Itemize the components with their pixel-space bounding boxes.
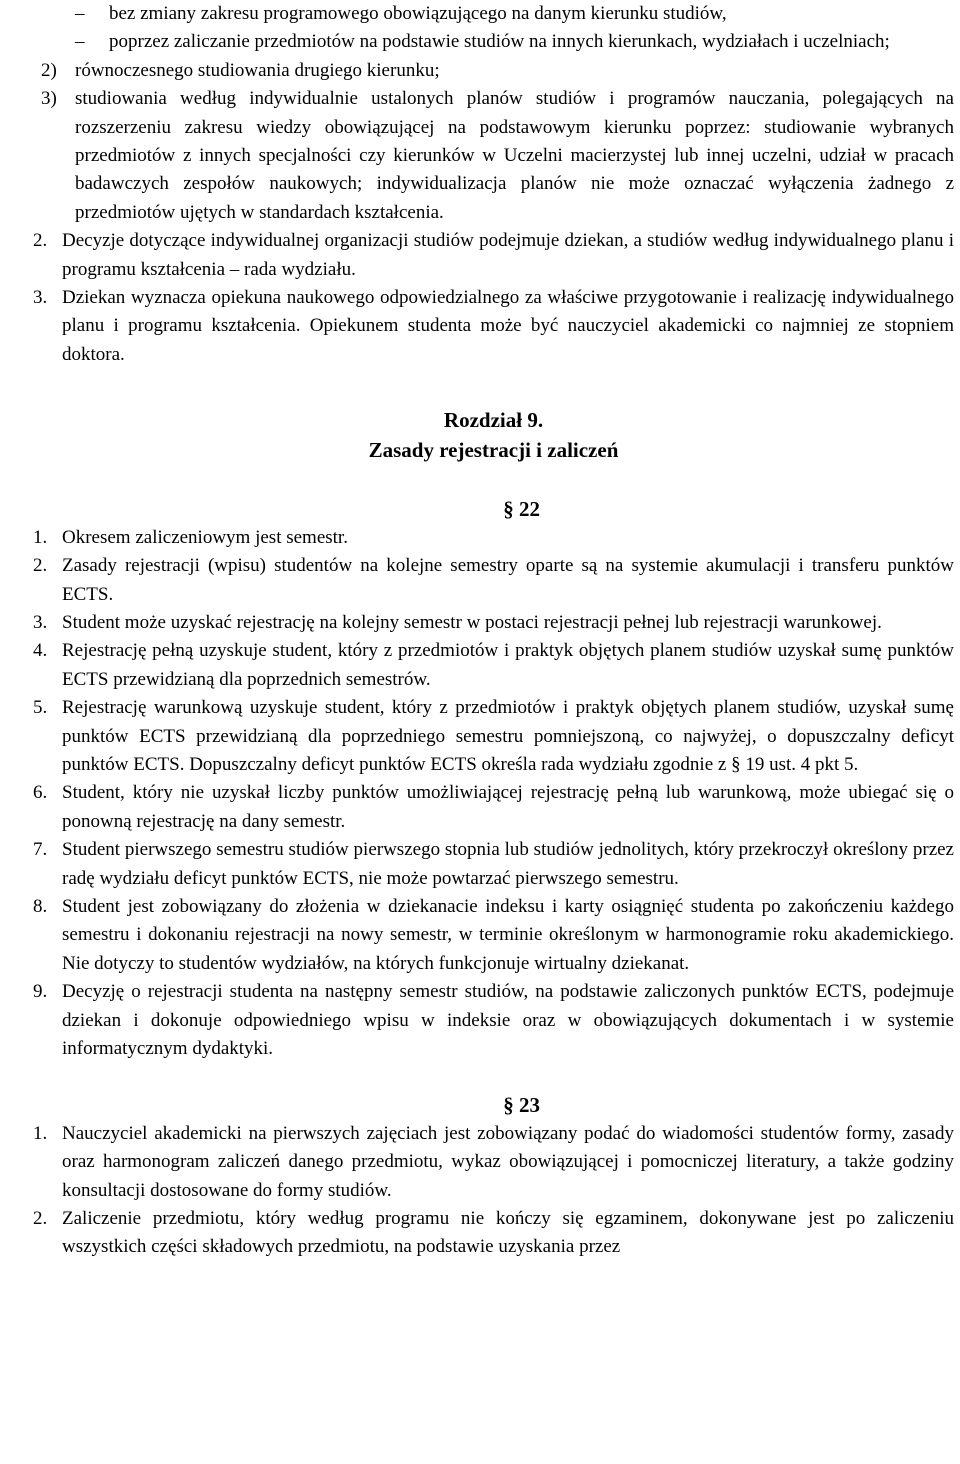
section-item-list [33, 227, 954, 369]
dash-item [33, 0, 954, 28]
item-text: Zasady rejestracji (wpisu) studentów na kolejne semestry oparte są na systemie akumulacji i transferu punktów ECTS. [62, 555, 954, 605]
list-item [33, 552, 954, 609]
dash-mark: – [75, 31, 85, 53]
sub-item-number: 3) [41, 88, 57, 110]
item-number: 8. [33, 895, 48, 917]
item-number: 2. [33, 555, 48, 577]
list-item [33, 779, 954, 836]
sub-item [33, 85, 954, 227]
item-number: 2. [33, 230, 48, 252]
item-number: 2. [33, 1208, 48, 1230]
item-number: 6. [33, 782, 48, 804]
section-item [33, 284, 954, 369]
sub-item-text: równoczesnego studiowania drugiego kierunku; [75, 59, 440, 81]
chapter-title: Zasady rejestracji i zaliczeń [368, 438, 619, 463]
sub-item [33, 57, 954, 85]
item-number: 4. [33, 640, 48, 662]
sub-item-list [33, 57, 954, 227]
paragraph-23-heading: § 23 [503, 1093, 540, 1118]
list-item [33, 893, 954, 978]
item-number: 3. [33, 611, 48, 633]
dash-mark: – [75, 3, 85, 24]
list-item [33, 978, 954, 1063]
item-text: Rejestrację pełną uzyskuje student, który z przedmiotów i praktyk objętych planem studiów uzyskał sumę punktów ECTS przewidzianą dla poprzednich semestrów. [62, 640, 954, 690]
item-number: 5. [33, 697, 48, 719]
paragraph-23-list [33, 1120, 954, 1262]
item-number: 1. [33, 1122, 48, 1144]
item-text: Student jest zobowiązany do złożenia w dziekanacie indeksu i karty osiągnięć studenta po zakończeniu każdego semestru i dokonaniu rejestracji na nowy semestr, w terminie określonym w harmonogramie roku akademickiego. Nie dotyczy to studentów wydziałów, na których funkcjonuje wirtualny dziekanat. [62, 895, 954, 974]
list-item [33, 609, 954, 637]
section-item [33, 227, 954, 284]
list-item [33, 1205, 954, 1262]
item-text: Student pierwszego semestru studiów pierwszego stopnia lub studiów jednolitych, który przekroczył określony przez radę wydziału deficyt punktów ECTS, nie może powtarzać pierwszego semestru. [62, 839, 954, 889]
item-text: Rejestrację warunkową uzyskuje student, który z przedmiotów i praktyk objętych planem studiów, uzyskał sumę punktów ECTS przewidzianą dla poprzedniego semestru pomniejszoną, co najwyżej, o dopuszczalny deficyt punktów ECTS. Dopuszczalny deficyt punktów ECTS określa rada wydziału zgodnie z § 19 ust. 4 pkt 5. [62, 697, 954, 775]
list-item [33, 637, 954, 694]
item-number: 7. [33, 839, 48, 861]
dash-text: bez zmiany zakresu programowego obowiązującego na danym kierunku studiów, [109, 3, 727, 24]
item-number: 1. [33, 526, 48, 548]
item-text: Student może uzyskać rejestrację na kolejny semestr w postaci rejestracji pełnej lub rejestracji warunkowej. [62, 611, 882, 633]
item-text: Nauczyciel akademicki na pierwszych zajęciach jest zobowiązany podać do wiadomości studentów formy, zasady oraz harmonogram zaliczeń danego przedmiotu, wykaz obowiązującej i pomocniczej literatury, a także godziny konsultacji dostosowane do formy studiów. [62, 1122, 954, 1201]
sub-item-text: studiowania według indywidualnie ustalonych planów studiów i programów nauczania, polegających na rozszerzeniu zakresu wiedzy obowiązującej na podstawowym kierunku poprzez: studiowanie wybranych przedmiotów z innych specjalności czy kierunków w Uczelni macierzystej lub innej uczelni, udział w pracach badawczych zespołów naukowych; indywidualizacja planów nie może oznaczać wyłączenia żadnego z przedmiotów ujętych w standardach kształcenia. [75, 88, 954, 223]
item-text: Okresem zaliczeniowym jest semestr. [62, 526, 348, 548]
item-text: Student, który nie uzyskał liczby punktów umożliwiającej rejestrację pełną lub warunkową, może ubiegać się o ponowną rejestrację na dany semestr. [62, 782, 954, 832]
dash-item [33, 28, 954, 56]
item-text: Decyzję o rejestracji studenta na następny semestr studiów, na podstawie zaliczonych punktów ECTS, podejmuje dziekan i dokonuje odpowiedniego wpisu w indeksie oraz w obowiązujących dokumentach i w systemie informatycznym dydaktyki. [62, 981, 954, 1059]
list-item [33, 694, 954, 779]
top-dash-list [33, 0, 954, 57]
list-item [33, 836, 954, 893]
item-text: Decyzje dotyczące indywidualnej organizacji studiów podejmuje dziekan, a studiów według indywidualnego planu i programu kształcenia – rada wydziału. [62, 230, 954, 280]
sub-item-number: 2) [41, 59, 57, 81]
item-number: 9. [33, 981, 48, 1003]
list-item [33, 1120, 954, 1205]
chapter-label: Rozdział 9. [443, 408, 544, 433]
item-text: Dziekan wyznacza opiekuna naukowego odpowiedzialnego za właściwe przygotowanie i realizację indywidualnego planu i programu kształcenia. Opiekunem studenta może być nauczyciel akademicki co najmniej ze stopniem doktora. [62, 287, 954, 365]
dash-text: poprzez zaliczanie przedmiotów na podstawie studiów na innych kierunkach, wydziałach i uczelniach; [109, 31, 890, 53]
item-text: Zaliczenie przedmiotu, który według programu nie kończy się egzaminem, dokonywane jest po zaliczeniu wszystkich części składowych przedmiotu, na podstawie uzyskania przez [62, 1208, 954, 1258]
paragraph-22-heading: § 22 [503, 497, 540, 522]
list-item [33, 524, 954, 552]
item-number: 3. [33, 287, 48, 309]
paragraph-22-list [33, 524, 954, 1064]
